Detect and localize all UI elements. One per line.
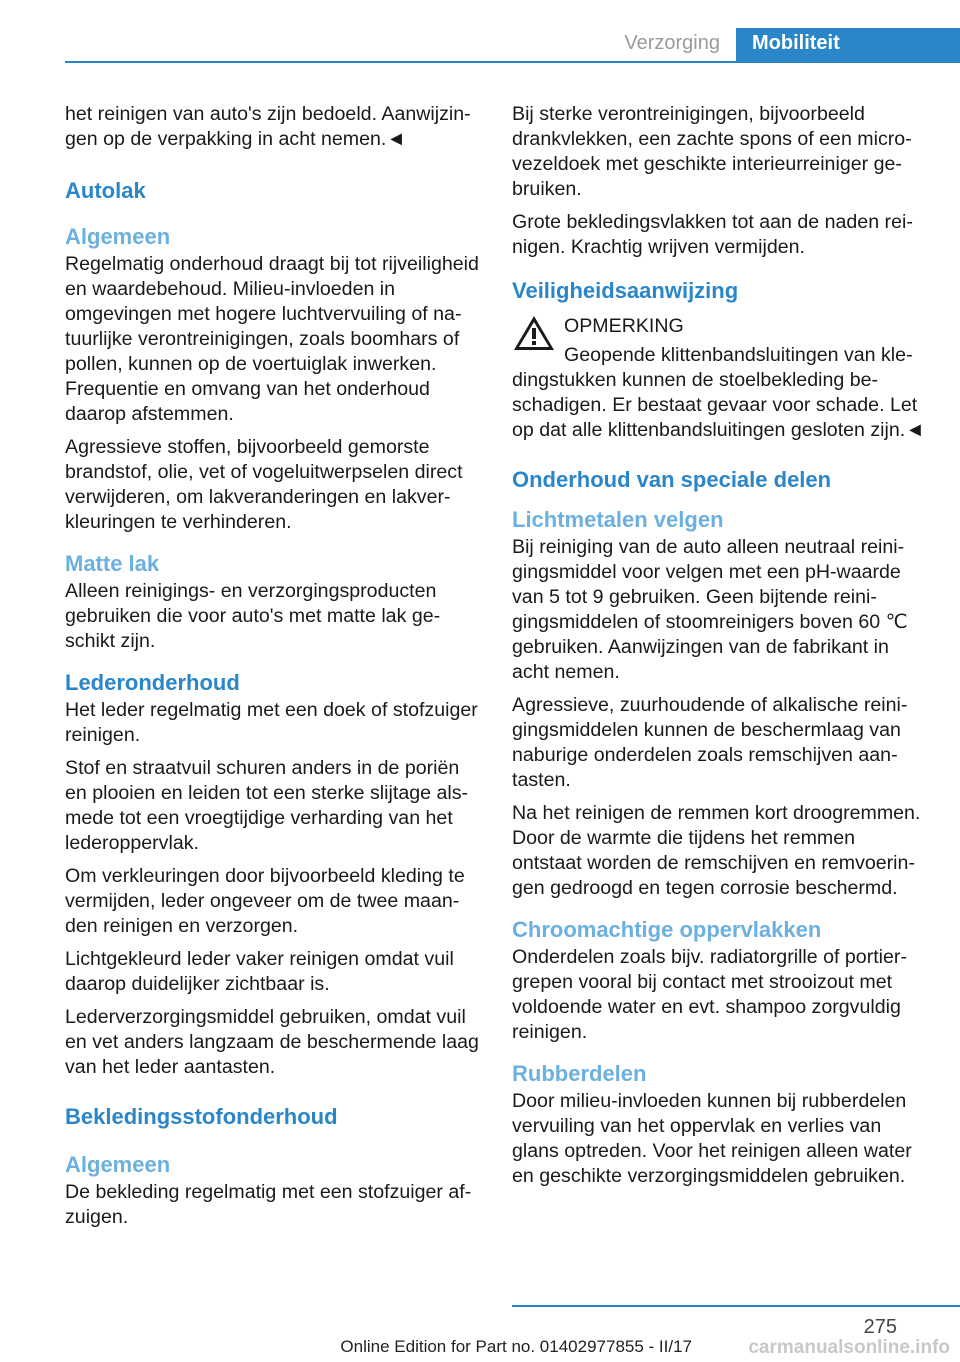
safety-note [512, 314, 930, 443]
warning-triangle-icon [512, 314, 556, 352]
heading-veiligheidsaanwijzing: Veiligheidsaanwijzing [512, 278, 739, 303]
heading-lichtmetalen-velgen: Lichtmetalen velgen [512, 507, 724, 532]
tab-mobiliteit[interactable]: Mobiliteit [736, 28, 960, 61]
paragraph: Stof en straatvuil schuren anders in de poriën en plooien en leiden tot een sterke slijtage alsmede tot een vroegtijdige verharding van het lederoppervlak. [65, 757, 469, 854]
page-number: 275 [863, 1316, 897, 1338]
intro-paragraph: het reinigen van auto's zijn bedoeld. Aanwijzingen op de verpakking in acht nemen.◄ [65, 103, 471, 150]
heading-autolak: Autolak [65, 178, 146, 203]
paragraph: Grote bekledingsvlakken tot aan de naden reinigen. Krachtig wrijven vermijden. [512, 211, 913, 258]
paragraph: Na het reinigen de remmen kort droogremmen. Door de warmte die tijdens het remmen ontstaat worden de remschijven en remvoeringen gedroogd en tegen corrosie beschermd. [512, 802, 921, 899]
tab-verzorging[interactable]: Verzorging [624, 32, 720, 54]
paragraph: Lederverzorgingsmiddel gebruiken, omdat vuil en vet anders langzaam de beschermende laag van het leder aantasten. [65, 1006, 479, 1078]
paragraph: Agressieve stoffen, bijvoorbeeld gemorste brandstof, olie, vet of vogeluitwerpselen direct verwijderen, om lakveranderingen en lakverkleuringen te verhinderen. [65, 436, 463, 533]
right-column [512, 102, 930, 1197]
paragraph: Onderdelen zoals bijv. radiatorgrille of portiergrepen vooral bij contact met strooizout met voldoende water en evt. shampoo zorgvuldig reinigen. [512, 946, 907, 1043]
paragraph: Alleen reinigings- en verzorgingsproducten gebruiken die voor auto's met matte lak geschikt zijn. [65, 580, 441, 652]
footer-rule [512, 1305, 960, 1307]
header-bar [65, 28, 960, 63]
paragraph: Door milieu-invloeden kunnen bij rubberdelen vervuiling van het oppervlak en verlies van glans optreden. Voor het reinigen alleen water en geschikte verzorgingsmiddelen gebruiken. [512, 1090, 912, 1187]
heading-chroomachtige-oppervlakken: Chroomachtige oppervlakken [512, 917, 822, 942]
heading-matte-lak: Matte lak [65, 551, 160, 576]
paragraph: Het leder regelmatig met een doek of stofzuiger reinigen. [65, 699, 478, 746]
watermark: carmanualsonline.info [748, 1337, 950, 1358]
paragraph: Agressieve, zuurhoudende of alkalische reinigingsmiddelen kunnen de beschermlaag van naburige onderdelen zoals remschijven aantasten. [512, 694, 908, 791]
note-label: OPMERKING [564, 315, 684, 337]
paragraph: Regelmatig onderhoud draagt bij tot rijveiligheid en waardebehoud. Milieu-invloeden in omgevingen met hogere luchtvervuiling of natuurlijke verontreinigingen, zoals boomhars of pollen, kunnen op de voertuiglak inwerken. Frequentie en omvang van het onderhoud daarop afstemmen. [65, 253, 479, 425]
note-text: Geopende klittenbandsluitingen van kledingstukken kunnen de stoelbekleding beschadigen. Er bestaat gevaar voor schade. Let op dat alle klittenbandsluitingen gesloten zijn.◄ [512, 344, 925, 441]
heading-bekledingsstofonderhoud: Bekledingsstofonderhoud [65, 1104, 338, 1129]
heading-onderhoud-speciale-delen: Onderhoud van speciale delen [512, 467, 832, 492]
left-column [65, 102, 483, 1238]
paragraph: Bij sterke verontreinigingen, bijvoorbeeld drankvlekken, een zachte spons of een microvezeldoek met geschikte interieurreiniger gebruiken. [512, 103, 912, 200]
heading-rubberdelen: Rubberdelen [512, 1061, 647, 1086]
heading-lederonderhoud: Lederonderhoud [65, 670, 240, 695]
paragraph: Bij reiniging van de auto alleen neutraal reinigingsmiddel voor velgen met een pH-waarde van 5 tot 9 gebruiken. Geen bijtende reinigingsmiddelen of stoomreinigers boven 60 ℃ gebruiken. Aanwijzingen van de fabrikant in acht nemen. [512, 536, 908, 683]
heading-algemeen-autolak: Algemeen [65, 224, 171, 249]
heading-algemeen-bekleding: Algemeen [65, 1152, 171, 1177]
paragraph: Om verkleuringen door bijvoorbeeld kleding te vermijden, leder ongeveer om de twee maanden reinigen en verzorgen. [65, 865, 465, 937]
paragraph: Lichtgekleurd leder vaker reinigen omdat vuil daarop duidelijker zichtbaar is. [65, 948, 454, 995]
edition-footer: Online Edition for Part no. 01402977855 - II/17 [340, 1337, 692, 1356]
paragraph: De bekleding regelmatig met een stofzuiger afzuigen. [65, 1181, 472, 1228]
